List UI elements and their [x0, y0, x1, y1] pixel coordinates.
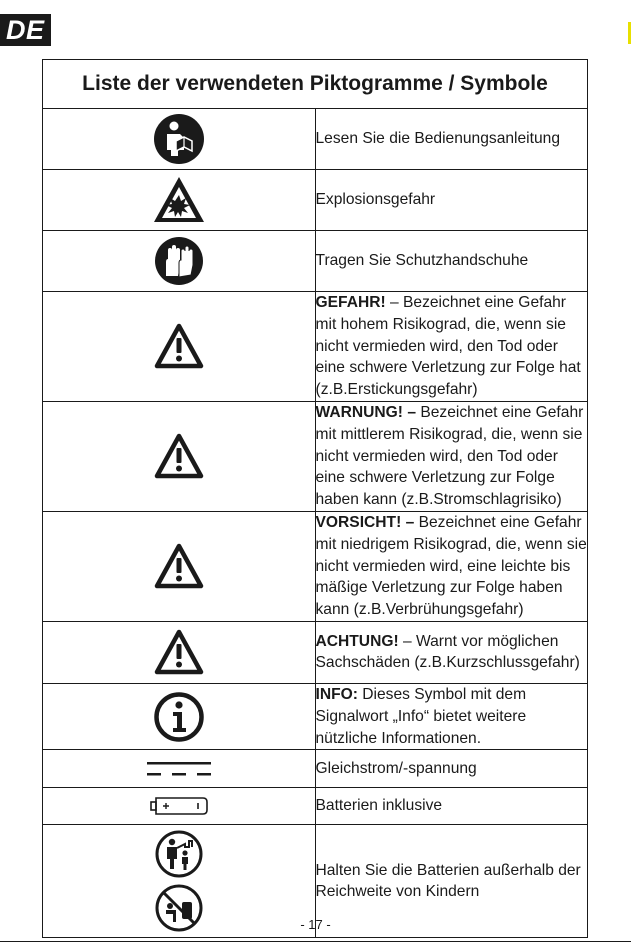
table-row-text: Tragen Sie Schutzhandschuhe	[315, 231, 588, 292]
language-badge: DE	[0, 14, 51, 46]
table-row-text: Gleichstrom/-spannung	[315, 750, 588, 788]
signal-text: Bezeichnet eine Gefahr mit niedrigem Risikograd, die, wenn sie nicht vermieden wird, eine leichte bis mäßige Verletzung zur Folge haben kann (z.B.Verbrühungsgefahr)	[315, 513, 587, 619]
table-row-text	[315, 621, 588, 683]
table-title: Liste der verwendeten Piktogramme / Symbole	[43, 60, 588, 109]
table-row	[43, 401, 588, 511]
read-manual-icon	[153, 113, 205, 165]
table-row	[43, 750, 588, 788]
signal-text: – Bezeichnet eine Gefahr mit hohem Risikograd, die, wenn sie nicht vermieden wird, den Tod oder eine schwere Verletzung zur Folge hat (z.B.Erstickungsgefahr)	[315, 294, 581, 399]
table-row-text: Halten Sie die Batterien außerhalb der Reichweite von Kindern	[315, 825, 588, 938]
protective-gloves-icon	[154, 236, 204, 286]
signal-word: INFO:	[315, 685, 358, 703]
table-row-text: Lesen Sie die Bedienungsanleitung	[315, 109, 588, 170]
table-row	[43, 231, 588, 292]
warning-triangle-icon	[154, 433, 204, 479]
signal-text: – Warnt vor möglichen Sachschäden (z.B.Kurzschlussgefahr)	[315, 632, 580, 672]
table-row	[43, 109, 588, 170]
table-row	[43, 683, 588, 749]
table-row-text	[315, 401, 588, 511]
signal-word: WARNUNG! –	[315, 403, 416, 421]
info-icon	[153, 691, 205, 743]
warning-triangle-icon	[154, 323, 204, 369]
table-row	[43, 292, 588, 402]
table-row-text: Batterien inklusive	[315, 788, 588, 825]
table-row	[43, 621, 588, 683]
warning-triangle-icon	[154, 629, 204, 675]
table-row-text: Explosionsgefahr	[315, 170, 588, 231]
signal-text: Bezeichnet eine Gefahr mit mittlerem Risikograd, die, wenn sie nicht vermieden wird, den Tod oder eine schwere Verletzung zur Folge haben kann (z.B.Stromschlagrisiko)	[315, 403, 584, 509]
page-number: - 17 -	[300, 917, 331, 932]
signal-text: Dieses Symbol mit dem Signalwort „Info“ bietet weitere nützliche Informationen.	[315, 685, 527, 747]
warning-triangle-icon	[154, 543, 204, 589]
table-row-text	[315, 683, 588, 749]
explosion-hazard-icon	[152, 175, 206, 225]
table-row	[43, 788, 588, 825]
table-row	[43, 511, 588, 621]
symbol-table	[42, 59, 588, 938]
battery-icon	[149, 795, 209, 817]
table-row	[43, 170, 588, 231]
table-row-text	[315, 292, 588, 402]
bottom-divider	[0, 941, 631, 942]
signal-word: GEFAHR!	[315, 294, 386, 311]
signal-word: ACHTUNG!	[315, 632, 399, 650]
table-row-text	[315, 511, 588, 621]
signal-word: VORSICHT! –	[315, 513, 415, 531]
direct-current-icon	[145, 758, 213, 780]
